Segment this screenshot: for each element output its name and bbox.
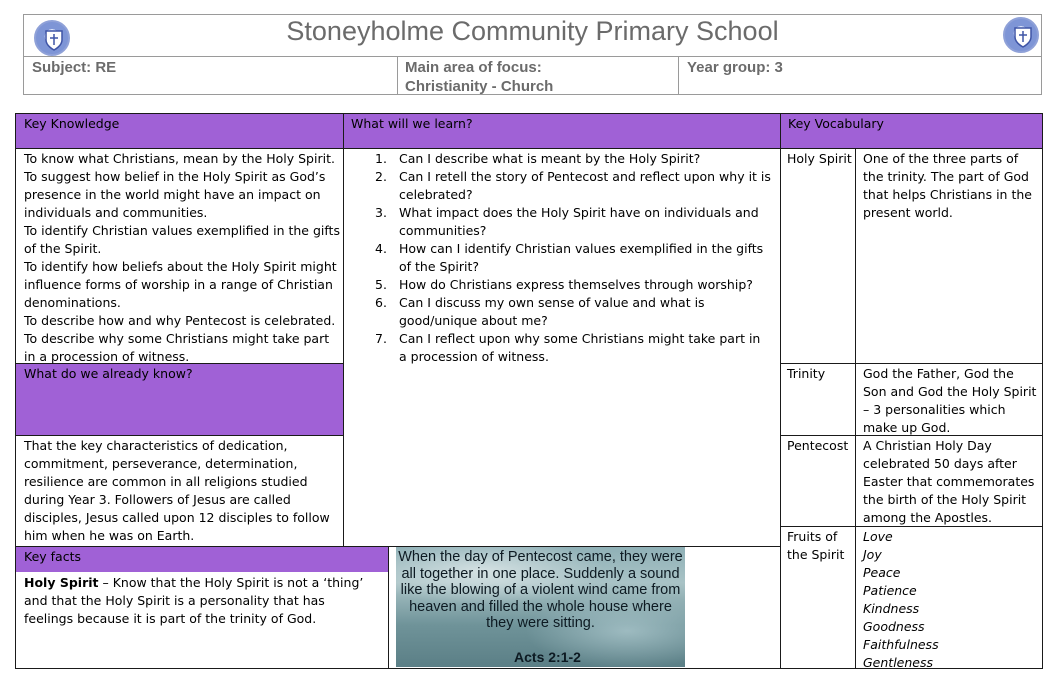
vocabulary-heading: Key Vocabulary [788,116,884,131]
question-text: Can I retell the story of Pentecost and reflect upon why it is celebrated? [399,169,771,202]
fruits-list [863,528,1039,672]
knowledge-item: To identify Christian values exemplified in the gifts of the Spirit. [24,223,340,256]
school-crest-icon [34,20,70,56]
knowledge-item: To describe why some Christians might take part in a procession of witness. [24,331,330,364]
grid-line [388,546,389,669]
learn-questions [375,150,771,366]
list-number: 7. [375,331,387,346]
grid-line [1042,113,1043,669]
school-crest-icon [1003,17,1039,53]
vocab-definition: God the Father, God the Son and God the Holy Spirit – 3 personalities which make up God. [863,366,1037,435]
knowledge-item: To know what Christians, mean by the Holy Spirit. [24,151,335,166]
knowledge-item: To suggest how belief in the Holy Spirit as God’s presence in the world might have an impact on individuals and communities. [24,169,326,220]
key-facts-term: Holy Spirit [24,575,99,590]
key-knowledge-text [24,150,342,366]
question-text: What impact does the Holy Spirit have on individuals and communities? [399,205,759,238]
grid-line [780,113,781,669]
fruit-item: Goodness [863,619,925,634]
grid-line [16,435,343,436]
fruit-item: Love [863,529,893,544]
bible-verse-text: When the day of Pentecost came, they were all together in one place. Suddenly a sound like the blowing of a violent wind came from heaven and filled the whole house where they were sitting. [398,549,683,631]
vocab-definition: One of the three parts of the trinity. The part of God that helps Christians in the present world. [863,151,1032,220]
list-number: 1. [375,151,387,166]
list-item [375,204,771,240]
already-know-text: That the key characteristics of dedication, commitment, perseverance, determination, resilience are common in all religions studied during Year 3. Followers of Jesus are called disciples, Jesus called upon 12 disciples to follow him when he was on Earth. [24,438,330,543]
list-item [375,276,771,294]
knowledge-item: To describe how and why Pentecost is celebrated. [24,313,336,328]
list-item [375,294,771,330]
focus-line-1: Main area of focus: [405,59,542,76]
school-name: Stoneyholme Community Primary School [286,16,779,46]
bible-verse-reference: Acts 2:1-2 [514,649,581,665]
list-item [375,168,771,204]
grid-line [855,148,856,669]
question-text: Can I reflect upon why some Christians might take part in a procession of witness. [399,331,761,364]
key-knowledge-heading: Key Knowledge [24,116,120,131]
fruit-item: Peace [863,565,901,580]
list-item [375,240,771,276]
question-text: How do Christians express themselves through worship? [399,277,753,292]
fruit-item: Patience [863,583,917,598]
grid-line [780,363,1042,364]
year-group-label: Year group: 3 [687,59,783,76]
focus-line-2: Christianity - Church [405,78,554,95]
grid-line [15,113,16,669]
fruit-item: Gentleness [863,655,934,670]
vocab-definition: A Christian Holy Day celebrated 50 days after Easter that commemorates the birth of the Holy Spirit among the Apostles. [863,438,1035,525]
list-number: 6. [375,295,387,310]
vocab-term: Trinity [787,366,826,381]
question-text: Can I discuss my own sense of value and what is good/unique about me? [399,295,705,328]
grid-line [343,113,344,546]
fruit-item: Faithfulness [863,637,939,652]
fruit-item: Joy [863,547,882,562]
vocab-term: Pentecost [787,438,849,453]
already-know-heading: What do we already know? [24,366,193,381]
focus-label [405,58,553,96]
question-text: How can I identify Christian values exemplified in the gifts of the Spirit? [399,241,764,274]
list-number: 5. [375,277,387,292]
grid-line [16,113,1042,114]
header-divider [23,56,1042,57]
header-divider [397,56,398,95]
question-text: Can I describe what is meant by the Holy Spirit? [399,151,701,166]
list-number: 2. [375,169,387,184]
key-facts-text [24,574,376,628]
grid-line [16,148,1042,149]
bible-verse-image [396,547,685,667]
list-number: 3. [375,205,387,220]
key-facts-heading: Key facts [24,549,81,564]
vocab-term: Fruits of the Spirit [787,529,845,562]
subject-label: Subject: RE [32,59,117,76]
key-facts-description: – Know that the Holy Spirit is not a ‘thing’ and that the Holy Spirit is a personality that has feelings because it is part of the trinity of God. [24,575,364,626]
list-item [375,330,771,366]
fruit-item: Kindness [863,601,920,616]
learn-heading: What will we learn? [351,116,473,131]
list-number: 4. [375,241,387,256]
knowledge-item: To identify how beliefs about the Holy Spirit might influence forms of worship in a range of Christian denominations. [24,259,337,310]
header-divider [678,56,679,95]
vocab-term: Holy Spirit [787,151,852,166]
list-item [375,150,771,168]
